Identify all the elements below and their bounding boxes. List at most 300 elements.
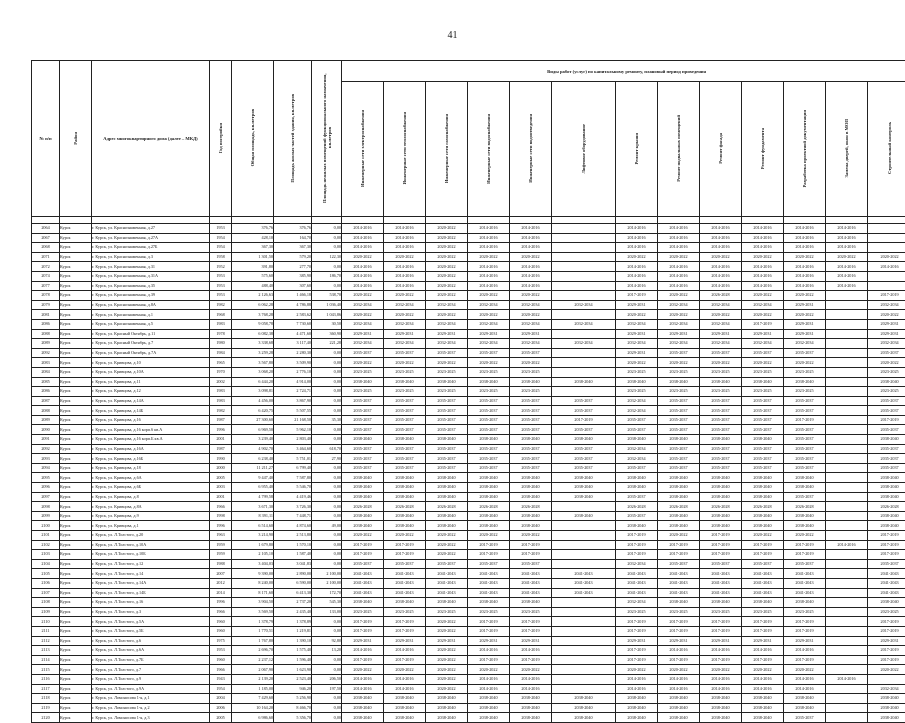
cell-work-period: 2014-2016: [342, 271, 384, 281]
cell-work-period: 2038-2040: [552, 473, 616, 483]
table-row: [32, 492, 905, 502]
cell-work-period: [826, 396, 868, 406]
cell-work-period: 2035-2037: [658, 396, 700, 406]
cell-work-period: [552, 646, 616, 656]
cell-work-period: 2023-2025: [616, 367, 658, 377]
cell-t: 3 567,80: [232, 358, 274, 368]
cell-work-period: 2038-2040: [868, 473, 905, 483]
cell-work-period: [826, 655, 868, 665]
cell-work-period: 2038-2040: [384, 511, 426, 521]
cell-l: 1 219,81: [274, 626, 312, 636]
cell-work-period: 2020-2022: [426, 262, 468, 272]
cell-work-period: 2038-2040: [342, 435, 384, 445]
cell-a: г. Курск, ул. Кривцова, д.10А: [92, 367, 210, 377]
col-nonliving-area: Площадь нежилых помещений функционального назначения, кв.метров: [312, 61, 342, 217]
cell-work-period: [826, 310, 868, 320]
cell-work-period: 2038-2040: [510, 598, 552, 608]
cell-work-period: 2038-2040: [468, 694, 510, 704]
cell-y: 1953: [210, 646, 232, 656]
cell-d: Курск: [60, 559, 92, 569]
cell-work-period: 2020-2022: [384, 310, 426, 320]
cell-n: 2091: [32, 435, 60, 445]
cell-work-period: 2038-2040: [784, 511, 826, 521]
cell-t: 8 171,60: [232, 588, 274, 598]
cell-a: г. Курск, ул. Л.Толстого, д.14А: [92, 578, 210, 588]
cell-y: 1982: [210, 300, 232, 310]
col-work-0: Инженерные сети электроснабжения: [342, 82, 384, 217]
cell-y: 1943: [210, 674, 232, 684]
cell-work-period: 2029-2031: [742, 636, 784, 646]
cell-work-period: 2035-2037: [384, 396, 426, 406]
cell-work-period: 2038-2040: [868, 492, 905, 502]
cell-work-period: 2038-2040: [868, 703, 905, 713]
cell-work-period: 2041-2043: [784, 578, 826, 588]
cell-n: 2116: [32, 674, 60, 684]
table-row: [32, 396, 905, 406]
cell-work-period: 2038-2040: [658, 694, 700, 704]
cell-a: г. Курск, ул. Ломоносова 1-я, д.1: [92, 694, 210, 704]
cell-work-period: 2023-2025: [784, 607, 826, 617]
cell-work-period: 2023-2025: [742, 387, 784, 397]
cell-work-period: 2041-2043: [742, 588, 784, 598]
cell-work-period: [552, 387, 616, 397]
cell-work-period: 2035-2037: [426, 444, 468, 454]
cell-d: Курск: [60, 262, 92, 272]
cell-work-period: 2038-2040: [552, 713, 616, 723]
cell-work-period: [826, 483, 868, 493]
cell-work-period: 2017-2019: [742, 655, 784, 665]
cell-work-period: 2041-2043: [552, 569, 616, 579]
cell-work-period: 2038-2040: [468, 511, 510, 521]
cell-t: 4 799,58: [232, 492, 274, 502]
cell-work-period: 2038-2040: [552, 483, 616, 493]
table-row: [32, 281, 905, 291]
cell-work-period: 2038-2040: [384, 377, 426, 387]
cell-work-period: 2020-2022: [700, 310, 742, 320]
column-number-cell: [700, 217, 742, 224]
cell-work-period: 2038-2040: [510, 694, 552, 704]
cell-y: 2012: [210, 578, 232, 588]
cell-d: Курск: [60, 521, 92, 531]
cell-y: 1966: [210, 607, 232, 617]
cell-work-period: 2023-2025: [468, 367, 510, 377]
cell-work-period: 2014-2016: [510, 684, 552, 694]
cell-t: 2 696,70: [232, 646, 274, 656]
cell-work-period: 2035-2037: [384, 454, 426, 464]
cell-n: 2098: [32, 502, 60, 512]
cell-n: 2092: [32, 348, 60, 358]
cell-work-period: 2035-2037: [384, 444, 426, 454]
cell-nl: 221,28: [312, 339, 342, 349]
cell-work-period: 2017-2019: [700, 540, 742, 550]
cell-work-period: 2035-2037: [742, 454, 784, 464]
cell-work-period: 2026-2028: [468, 502, 510, 512]
cell-work-period: 2020-2022: [700, 252, 742, 262]
cell-a: г. Курск, ул. Краснознаменная, д.5: [92, 319, 210, 329]
cell-work-period: 2014-2016: [510, 674, 552, 684]
cell-work-period: 2038-2040: [868, 521, 905, 531]
cell-work-period: 2023-2025: [468, 607, 510, 617]
cell-work-period: 2020-2022: [826, 252, 868, 262]
table-row: [32, 655, 905, 665]
cell-a: г. Курск, ул. Л.Толстого, д.7Б: [92, 655, 210, 665]
cell-y: 1975: [210, 636, 232, 646]
cell-t: 3 259,28: [232, 348, 274, 358]
table-row: [32, 329, 905, 339]
cell-n: 2106: [32, 578, 60, 588]
col-work-2: Инженерные сети газоснабжения: [426, 82, 468, 217]
cell-work-period: 2017-2019: [784, 550, 826, 560]
cell-work-period: 2026-2028: [616, 502, 658, 512]
table-row: [32, 367, 905, 377]
cell-y: 1960: [210, 626, 232, 636]
cell-work-period: 2014-2016: [468, 262, 510, 272]
cell-work-period: 2041-2043: [552, 578, 616, 588]
cell-nl: 0,00: [312, 550, 342, 560]
cell-d: Курск: [60, 348, 92, 358]
cell-work-period: 2035-2037: [426, 415, 468, 425]
cell-work-period: 2035-2037: [742, 415, 784, 425]
cell-work-period: 2035-2037: [552, 454, 616, 464]
cell-work-period: 2017-2019: [468, 540, 510, 550]
cell-l: 6 799,40: [274, 463, 312, 473]
cell-y: 1968: [210, 310, 232, 320]
cell-work-period: 2017-2019: [658, 655, 700, 665]
cell-work-period: 2038-2040: [426, 483, 468, 493]
cell-y: 1954: [210, 684, 232, 694]
cell-work-period: 2038-2040: [658, 377, 700, 387]
cell-work-period: 2038-2040: [342, 521, 384, 531]
cell-work-period: 2020-2022: [342, 531, 384, 541]
cell-work-period: 2038-2040: [468, 598, 510, 608]
cell-n: 2112: [32, 636, 60, 646]
table-row: [32, 684, 905, 694]
cell-work-period: 2017-2019: [868, 531, 905, 541]
cell-n: 2068: [32, 243, 60, 253]
cell-work-period: 2020-2022: [468, 291, 510, 301]
cell-n: 2083: [32, 358, 60, 368]
cell-nl: 1 043,86: [312, 310, 342, 320]
cell-n: 2079: [32, 300, 60, 310]
cell-a: г. Курск, ул. Л.Толстого, д.16: [92, 598, 210, 608]
cell-work-period: 2032-2034: [552, 300, 616, 310]
cell-work-period: [826, 626, 868, 636]
cell-nl: 0,00: [312, 694, 342, 704]
table-row: [32, 387, 905, 397]
column-number-cell: [510, 217, 552, 224]
cell-work-period: 2014-2016: [784, 674, 826, 684]
cell-a: г. Курск, ул. Л.Толстого, д.7: [92, 665, 210, 675]
cell-work-period: 2020-2022: [868, 665, 905, 675]
cell-work-period: 2017-2019: [616, 646, 658, 656]
cell-work-period: 2020-2022: [426, 358, 468, 368]
cell-work-period: [826, 559, 868, 569]
cell-work-period: 2038-2040: [510, 377, 552, 387]
cell-nl: 0,00: [312, 425, 342, 435]
cell-y: 1983: [210, 319, 232, 329]
cell-work-period: 2014-2016: [510, 281, 552, 291]
cell-work-period: 2038-2040: [426, 473, 468, 483]
cell-n: 2089: [32, 339, 60, 349]
cell-work-period: 2017-2019: [342, 550, 384, 560]
cell-work-period: 2032-2034: [426, 300, 468, 310]
cell-d: Курск: [60, 387, 92, 397]
cell-y: 1982: [210, 406, 232, 416]
cell-work-period: 2014-2016: [468, 233, 510, 243]
cell-nl: 618,70: [312, 444, 342, 454]
cell-work-period: 2017-2019: [510, 540, 552, 550]
cell-l: 2 776,10: [274, 367, 312, 377]
table-row: [32, 626, 905, 636]
cell-d: Курск: [60, 281, 92, 291]
cell-work-period: 2023-2025: [658, 387, 700, 397]
cell-work-period: [826, 319, 868, 329]
cell-a: г. Курск, ул. Кривцова, д.14Б: [92, 406, 210, 416]
cell-d: Курск: [60, 243, 92, 253]
col-work-6: Ремонт крыши: [616, 82, 658, 217]
cell-n: 2084: [32, 367, 60, 377]
cell-work-period: 2020-2022: [426, 550, 468, 560]
cell-work-period: 2017-2019: [468, 617, 510, 627]
cell-work-period: 2017-2019: [742, 319, 784, 329]
cell-y: 1952: [210, 262, 232, 272]
col-year: Год постройки: [210, 61, 232, 217]
cell-nl: 0,00: [312, 540, 342, 550]
cell-work-period: 2035-2037: [468, 348, 510, 358]
cell-work-period: 2035-2037: [658, 348, 700, 358]
cell-y: 1954: [210, 233, 232, 243]
cell-work-period: 2038-2040: [616, 435, 658, 445]
cell-nl: 0,00: [312, 559, 342, 569]
cell-work-period: 2017-2019: [342, 655, 384, 665]
cell-work-period: 2020-2022: [426, 665, 468, 675]
cell-d: Курск: [60, 406, 92, 416]
cell-work-period: [552, 636, 616, 646]
cell-work-period: 2014-2016: [742, 233, 784, 243]
cell-work-period: [868, 224, 905, 234]
cell-work-period: 2014-2016: [616, 271, 658, 281]
cell-work-period: 2038-2040: [742, 435, 784, 445]
cell-work-period: 2032-2034: [616, 406, 658, 416]
cell-nl: 360,90: [312, 329, 342, 339]
cell-work-period: 2014-2016: [384, 243, 426, 253]
cell-work-period: 2038-2040: [552, 703, 616, 713]
cell-work-period: 2017-2019: [700, 617, 742, 627]
cell-work-period: 2014-2016: [784, 646, 826, 656]
cell-y: 2014: [210, 588, 232, 598]
cell-work-period: 2023-2025: [700, 387, 742, 397]
col-work-12: Строительный контроль: [868, 82, 905, 217]
cell-work-period: 2032-2034: [468, 319, 510, 329]
cell-a: г. Курск, ул. Красный Октябрь, д.11: [92, 329, 210, 339]
cell-work-period: 2041-2043: [426, 578, 468, 588]
col-work-8: Ремонт фасада: [700, 82, 742, 217]
cell-y: 1988: [210, 559, 232, 569]
cell-work-period: 2032-2034: [658, 319, 700, 329]
cell-l: 5 356,70: [274, 713, 312, 723]
cell-work-period: 2020-2022: [658, 358, 700, 368]
cell-work-period: [826, 598, 868, 608]
cell-work-period: 2026-2028: [700, 502, 742, 512]
cell-nl: 172,70: [312, 588, 342, 598]
cell-l: 8 466,70: [274, 703, 312, 713]
cell-work-period: 2038-2040: [868, 511, 905, 521]
cell-a: г. Курск, ул. Краснознаменная, д.1: [92, 310, 210, 320]
cell-work-period: 2023-2025: [426, 387, 468, 397]
cell-nl: 13,20: [312, 646, 342, 656]
cell-work-period: 2035-2037: [658, 425, 700, 435]
cell-d: Курск: [60, 415, 92, 425]
cell-work-period: 2029-2031: [426, 636, 468, 646]
cell-work-period: 2035-2037: [700, 454, 742, 464]
cell-work-period: 2026-2028: [700, 291, 742, 301]
cell-work-period: 2035-2037: [700, 463, 742, 473]
cell-t: 3 569,50: [232, 607, 274, 617]
cell-a: г. Курск, ул. Кривцова, д.16А: [92, 444, 210, 454]
cell-work-period: 2020-2022: [426, 684, 468, 694]
column-number-cell: [616, 217, 658, 224]
table-row: [32, 540, 905, 550]
cell-work-period: 2035-2037: [658, 454, 700, 464]
cell-work-period: 2035-2037: [510, 396, 552, 406]
cell-work-period: 2017-2019: [342, 626, 384, 636]
cell-work-period: 2038-2040: [342, 703, 384, 713]
cell-work-period: 2029-2031: [658, 329, 700, 339]
cell-work-period: 2014-2016: [510, 224, 552, 234]
cell-work-period: 2038-2040: [552, 492, 616, 502]
cell-work-period: 2038-2040: [342, 713, 384, 723]
column-number-cell: [312, 217, 342, 224]
cell-work-period: 2020-2022: [700, 665, 742, 675]
cell-work-period: 2035-2037: [510, 415, 552, 425]
cell-work-period: 2035-2037: [868, 444, 905, 454]
cell-nl: 0,00: [312, 492, 342, 502]
cell-work-period: 2035-2037: [384, 463, 426, 473]
cell-l: 3 041,83: [274, 559, 312, 569]
cell-work-period: 2032-2034: [658, 300, 700, 310]
cell-d: Курск: [60, 588, 92, 598]
cell-work-period: 2014-2016: [700, 271, 742, 281]
cell-work-period: 2017-2019: [784, 626, 826, 636]
cell-work-period: [552, 262, 616, 272]
cell-l: 1 378,89: [274, 617, 312, 627]
cell-d: Курск: [60, 492, 92, 502]
cell-work-period: 2038-2040: [868, 713, 905, 723]
table-row: [32, 511, 905, 521]
cell-work-period: 2014-2016: [616, 233, 658, 243]
cell-work-period: 2020-2022: [426, 252, 468, 262]
cell-work-period: 2023-2025: [426, 607, 468, 617]
cell-y: 2006: [210, 703, 232, 713]
cell-nl: 133,00: [312, 607, 342, 617]
cell-work-period: 2014-2016: [826, 674, 868, 684]
cell-work-period: 2038-2040: [510, 521, 552, 531]
cell-d: Курск: [60, 636, 92, 646]
cell-t: 6 986,60: [232, 713, 274, 723]
cell-d: Курск: [60, 454, 92, 464]
cell-work-period: 2032-2034: [384, 319, 426, 329]
cell-work-period: 2023-2025: [784, 367, 826, 377]
cell-work-period: 2014-2016: [342, 233, 384, 243]
cell-work-period: 2035-2037: [384, 559, 426, 569]
cell-work-period: 2038-2040: [658, 703, 700, 713]
cell-l: 1 596,40: [274, 655, 312, 665]
cell-work-period: [552, 531, 616, 541]
cell-work-period: 2017-2019: [868, 617, 905, 627]
cell-work-period: 2014-2016: [616, 281, 658, 291]
table-row: [32, 674, 905, 684]
cell-work-period: 2038-2040: [616, 377, 658, 387]
cell-work-period: 2038-2040: [868, 483, 905, 493]
cell-work-period: 2038-2040: [784, 694, 826, 704]
col-district: Район: [60, 61, 92, 217]
cell-t: 1 185,00: [232, 684, 274, 694]
cell-t: 1 767,80: [232, 636, 274, 646]
cell-work-period: 2035-2037: [700, 425, 742, 435]
cell-work-period: 2035-2037: [342, 415, 384, 425]
cell-work-period: 2038-2040: [700, 511, 742, 521]
cell-y: 1998: [210, 511, 232, 521]
cell-t: 575,60: [232, 271, 274, 281]
cell-work-period: 2029-2031: [658, 636, 700, 646]
cell-l: 2 523,40: [274, 674, 312, 684]
cell-work-period: 2035-2037: [384, 348, 426, 358]
cell-t: 8 391,11: [232, 511, 274, 521]
cell-y: 1996: [210, 425, 232, 435]
cell-d: Курск: [60, 511, 92, 521]
cell-y: 1987: [210, 444, 232, 454]
table-row: [32, 454, 905, 464]
cell-t: 27 300,60: [232, 415, 274, 425]
cell-l: 1 466,18: [274, 291, 312, 301]
cell-work-period: 2035-2037: [616, 415, 658, 425]
cell-nl: 0,00: [312, 665, 342, 675]
cell-work-period: 2014-2016: [700, 262, 742, 272]
cell-work-period: [826, 358, 868, 368]
cell-work-period: 2017-2019: [510, 550, 552, 560]
cell-work-period: 2032-2034: [742, 339, 784, 349]
cell-work-period: 2017-2019: [784, 540, 826, 550]
cell-nl: 0,00: [312, 713, 342, 723]
cell-n: 2089: [32, 415, 60, 425]
cell-work-period: 2041-2043: [384, 578, 426, 588]
cell-work-period: 2035-2037: [384, 415, 426, 425]
cell-n: 2095: [32, 473, 60, 483]
cell-l: 2 803,40: [274, 435, 312, 445]
cell-work-period: 2020-2022: [510, 310, 552, 320]
cell-work-period: 2041-2043: [426, 569, 468, 579]
cell-work-period: 2017-2019: [510, 655, 552, 665]
cell-work-period: 2020-2022: [784, 665, 826, 675]
cell-n: 2102: [32, 540, 60, 550]
table-row: [32, 588, 905, 598]
cell-work-period: 2017-2019: [384, 550, 426, 560]
cell-t: 2 139,20: [232, 674, 274, 684]
cell-work-period: [552, 329, 616, 339]
cell-a: г. Курск, ул. Кривцова, д.12: [92, 387, 210, 397]
cell-work-period: 2035-2037: [510, 425, 552, 435]
cell-work-period: 2020-2022: [658, 310, 700, 320]
cell-work-period: 2020-2022: [868, 358, 905, 368]
cell-work-period: 2023-2025: [868, 607, 905, 617]
cell-work-period: 2038-2040: [468, 713, 510, 723]
cell-work-period: 2029-2031: [384, 329, 426, 339]
cell-work-period: 2035-2037: [342, 454, 384, 464]
cell-a: г. Курск, ул. Кривцова, д.8А: [92, 502, 210, 512]
cell-work-period: 2020-2022: [510, 531, 552, 541]
cell-work-period: 2014-2016: [384, 224, 426, 234]
cell-work-period: 2035-2037: [468, 425, 510, 435]
